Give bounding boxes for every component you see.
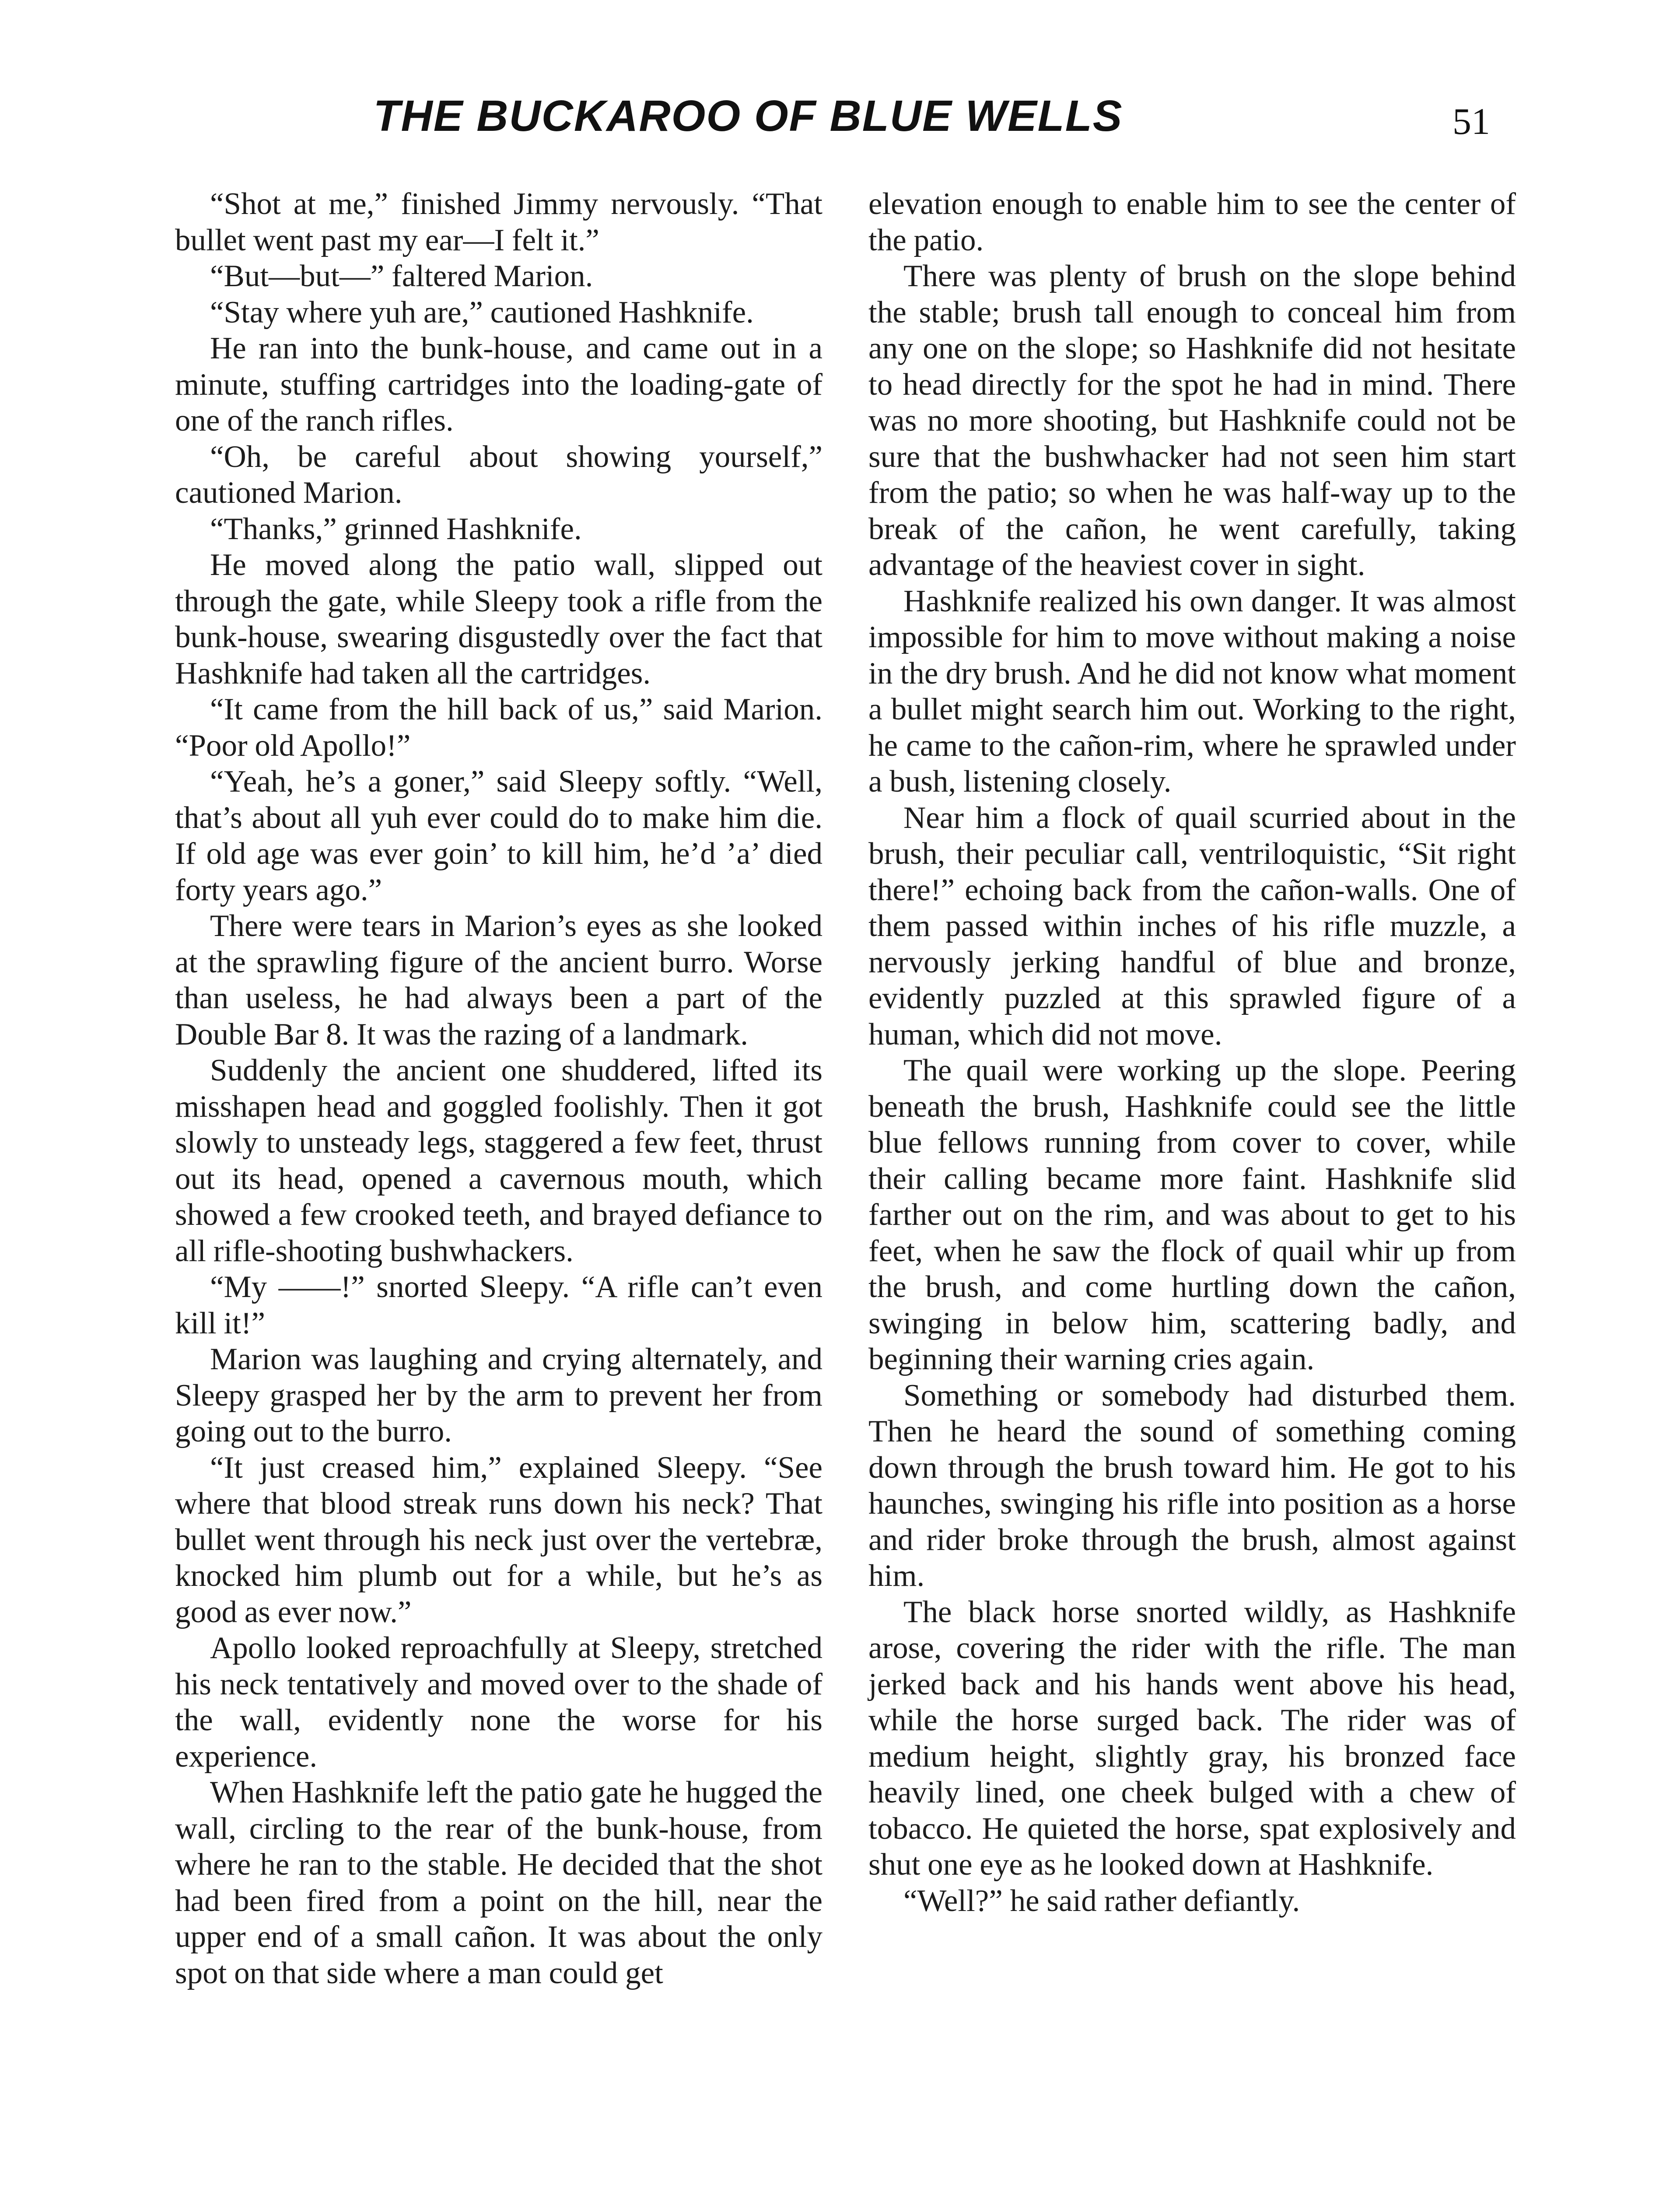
paragraph: “Well?” he said rather defiantly.: [903, 1883, 1300, 1918]
paragraph: “Yeah, he’s a goner,” said Sleepy softly. “Well, that’s about all yuh ever could do to make him die. If old age was ever goin’ to kill him, he’d ’a’ died forty years ago.”: [175, 764, 822, 907]
paragraph: The quail were working up the slope. Peering beneath the brush, Hashknife could see the little blue fellows running from cover to cover, while their calling became more faint. Hashknife slid farther out on the rim, and was about to get to his feet, when he saw the flock of quail whir up from the brush, and come hurtling down the cañon, swinging in below him, scattering badly, and beginning their warning cries again.: [868, 1053, 1516, 1376]
paragraph: Near him a flock of quail scurried about in the brush, their peculiar call, ventriloquistic, “Sit right there!” echoing back from the cañon-walls. One of them passed within inches of his rifle muzzle, a nervously jerking handful of blue and bronze, evidently puzzled at this sprawled figure of a human, which did not move.: [868, 800, 1516, 1052]
paragraph: “Oh, be careful about showing yourself,” cautioned Marion.: [175, 439, 822, 510]
paragraph: “My ——!” snorted Sleepy. “A rifle can’t even kill it!”: [175, 1270, 822, 1340]
paragraph: There was plenty of brush on the slope behind the stable; brush tall enough to conceal him from any one on the slope; so Hashknife did not hesitate to head directly for the spot he had in mind. There was no more shooting, but Hashknife could not be sure that the bushwhacker had not seen him start from the patio; so when he was half-way up to the break of the cañon, he went carefully, taking advantage of the heaviest cover in sight.: [868, 259, 1516, 582]
paragraph: “Thanks,” grinned Hashknife.: [210, 512, 582, 546]
paragraph: Hashknife realized his own danger. It was almost impossible for him to move without making a noise in the dry brush. And he did not know what moment a bullet might search him out. Working to the right, he came to the cañon-rim, where he sprawled under a bush, listening closely.: [868, 584, 1516, 799]
paragraph: Marion was laughing and crying alternately, and Sleepy grasped her by the arm to prevent her from going out to the burro.: [175, 1342, 822, 1448]
running-title: THE BUCKAROO OF BLUE WELLS: [373, 91, 1123, 140]
paragraph: “Shot at me,” finished Jimmy nervously. “That bullet went past my ear—I felt it.”: [175, 187, 822, 257]
page-number: 51: [1452, 100, 1490, 142]
paragraph: The black horse snorted wildly, as Hashknife arose, covering the rider with the rifle. The man jerked back and his hands went above his head, while the horse surged back. The rider was of medium height, slightly gray, his bronzed face heavily lined, one cheek bulged with a chew of tobacco. He quieted the horse, spat explosively and shut one eye as he looked down at Hashknife.: [868, 1595, 1516, 1882]
paragraph: “But—but—” faltered Marion.: [210, 259, 593, 293]
paragraph: Apollo looked reproachfully at Sleepy, stretched his neck tentatively and moved over to the shade of the wall, evidently none the worse for his experience.: [175, 1631, 822, 1774]
paragraph: He moved along the patio wall, slipped out through the gate, while Sleepy took a rifle from the bunk-house, swearing disgustedly over the fact that Hashknife had taken all the cartridges.: [175, 548, 822, 691]
paragraph: “It just creased him,” explained Sleepy. “See where that blood streak runs down his neck? That bullet went through his neck just over the vertebræ, knocked him plumb out for a while, but he’s as good as ever now.”: [175, 1450, 822, 1629]
paragraph: Suddenly the ancient one shuddered, lifted its misshapen head and goggled foolishly. Then it got slowly to unsteady legs, staggered a few feet, thrust out its head, opened a cavernous mouth, which showed a few crooked teeth, and brayed defiance to all rifle-shooting bushwhackers.: [175, 1053, 822, 1268]
left-column: [175, 186, 822, 1991]
paragraph: “It came from the hill back of us,” said Marion. “Poor old Apollo!”: [175, 692, 822, 763]
paragraph: He ran into the bunk-house, and came out in a minute, stuffing cartridges into the loading-gate of one of the ranch rifles.: [175, 331, 822, 438]
right-column: [868, 186, 1516, 1919]
paragraph: “Stay where yuh are,” cautioned Hashknife.: [210, 295, 754, 330]
page-header: [0, 88, 1680, 158]
paragraph: When Hashknife left the patio gate he hugged the wall, circling to the rear of the bunk-house, from where he ran to the stable. He decided that the shot had been fired from a point on the hill, near the upper end of a small cañon. It was about the only spot on that side where a man could get: [175, 1775, 822, 1990]
paragraph: There were tears in Marion’s eyes as she looked at the sprawling figure of the ancient burro. Worse than useless, he had always been a part of the Double Bar 8. It was the razing of a landmark.: [175, 909, 822, 1052]
paragraph-continuation: elevation enough to enable him to see the center of the patio.: [868, 187, 1516, 257]
paragraph: Something or somebody had disturbed them. Then he heard the sound of something coming down through the brush toward him. He got to his haunches, swinging his rifle into position as a horse and rider broke through the brush, almost against him.: [868, 1378, 1516, 1593]
